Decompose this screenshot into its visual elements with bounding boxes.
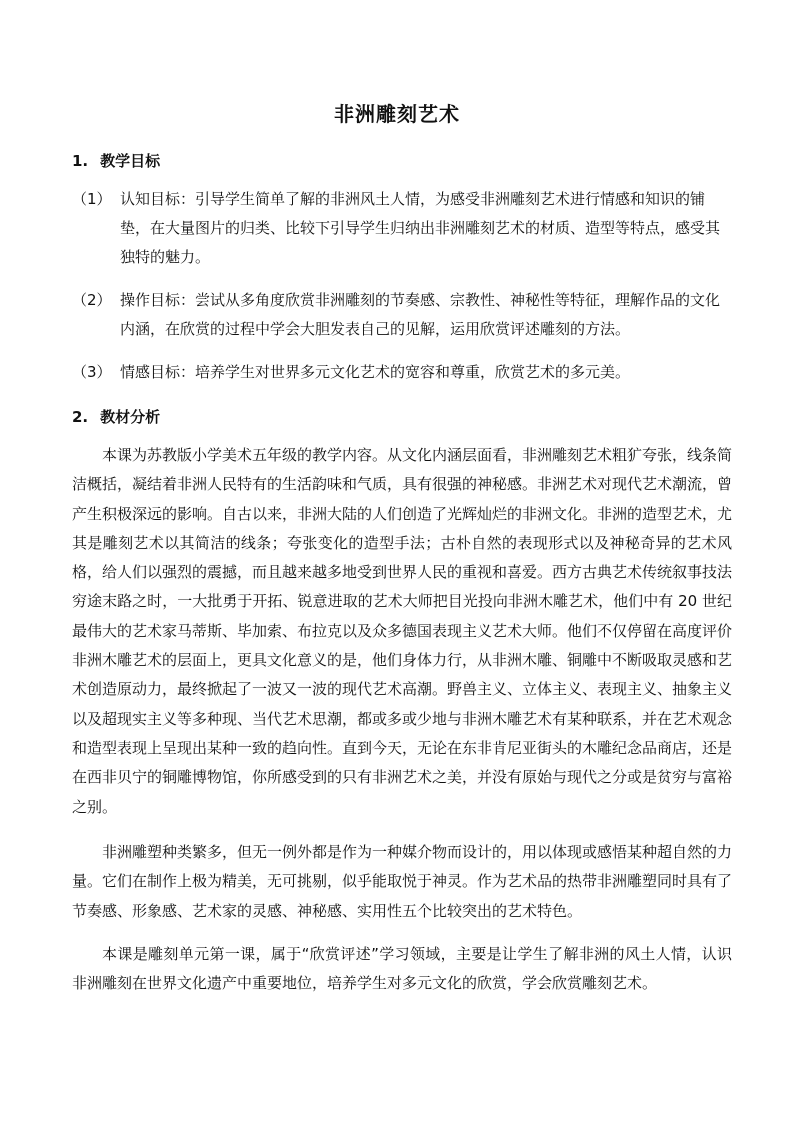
objective-text: 情感目标：培养学生对世界多元文化艺术的宽容和尊重，欣赏艺术的多元美。 xyxy=(120,363,631,381)
objective-marker: （2） xyxy=(72,291,112,309)
page-title: 非洲雕刻艺术 xyxy=(334,102,460,126)
objective-item xyxy=(72,358,732,387)
section-number: 2. xyxy=(72,408,89,426)
section-number: 1. xyxy=(72,152,89,170)
section-heading-analysis xyxy=(72,406,160,427)
objective-item xyxy=(72,286,732,344)
objective-item xyxy=(72,185,732,272)
section-title: 教材分析 xyxy=(100,408,161,426)
objective-text: 认知目标：引导学生简单了解的非洲风土人情，为感受非洲雕刻艺术进行情感和知识的铺垫，在大量图片的归类、比较下引导学生归纳出非洲雕刻艺术的材质、造型等特点，感受其独特的魅力。 xyxy=(120,190,721,266)
section-title: 教学目标 xyxy=(100,152,161,170)
body-paragraph: 本课为苏教版小学美术五年级的教学内容。从文化内涵层面看，非洲雕刻艺术粗犷夸张，线条简洁概括，凝结着非洲人民特有的生活韵味和气质，具有很强的神秘感。非洲艺术对现代艺术潮流，曾产生积极深远的影响。自古以来，非洲大陆的人们创造了光辉灿烂的非洲文化。非洲的造型艺术，尤其是雕刻艺术以其简洁的线条；夸张变化的造型手法；古朴自然的表现形式以及神秘奇异的艺术风格，给人们以强烈的震撼，而且越来越多地受到世界人民的重视和喜爱。西方古典艺术传统叙事技法穷途末路之时，一大批勇于开拓、锐意进取的艺术大师把目光投向非洲木雕艺术，他们中有 20 世纪最伟大的艺术家马蒂斯、毕加索、布拉克以及众多德国表现主义艺术大师。他们不仅停留在高度评价非洲木雕艺术的层面上，更具文化意义的是，他们身体力行，从非洲木雕、铜雕中不断吸取灵感和艺术创造原动力，最终掀起了一波又一波的现代艺术高潮。野兽主义、立体主义、表现主义、抽象主义以及超现实主义等多种现、当代艺术思潮，都或多或少地与非洲木雕艺术有某种联系，并在艺术观念和造型表现上呈现出某种一致的趋向性。直到今天，无论在东非肯尼亚街头的木雕纪念品商店，还是在西非贝宁的铜雕博物馆，你所感受到的只有非洲艺术之美，并没有原始与现代之分或是贫穷与富裕之别。 xyxy=(72,446,733,816)
body-paragraph: 非洲雕塑种类繁多，但无一例外都是作为一种媒介物而设计的，用以体现或感悟某种超自然的力量。它们在制作上极为精美，无可挑剔，似乎能取悦于神灵。作为艺术品的热带非洲雕塑同时具有了节奏感、形象感、艺术家的灵感、神秘感、实用性五个比较突出的艺术特色。 xyxy=(72,843,733,920)
section-heading-objectives xyxy=(72,150,160,171)
objective-marker: （1） xyxy=(72,190,112,208)
body-paragraph: 本课是雕刻单元第一课，属于“欣赏评述”学习领域，主要是让学生了解非洲的风土人情，认识非洲雕刻在世界文化遗产中重要地位，培养学生对多元文化的欣赏，学会欣赏雕刻艺术。 xyxy=(72,945,732,993)
objective-text: 操作目标：尝试从多角度欣赏非洲雕刻的节奏感、宗教性、神秘性等特征，理解作品的文化内涵，在欣赏的过程中学会大胆发表自己的见解，运用欣赏评述雕刻的方法。 xyxy=(120,291,721,338)
objective-marker: （3） xyxy=(72,363,112,381)
